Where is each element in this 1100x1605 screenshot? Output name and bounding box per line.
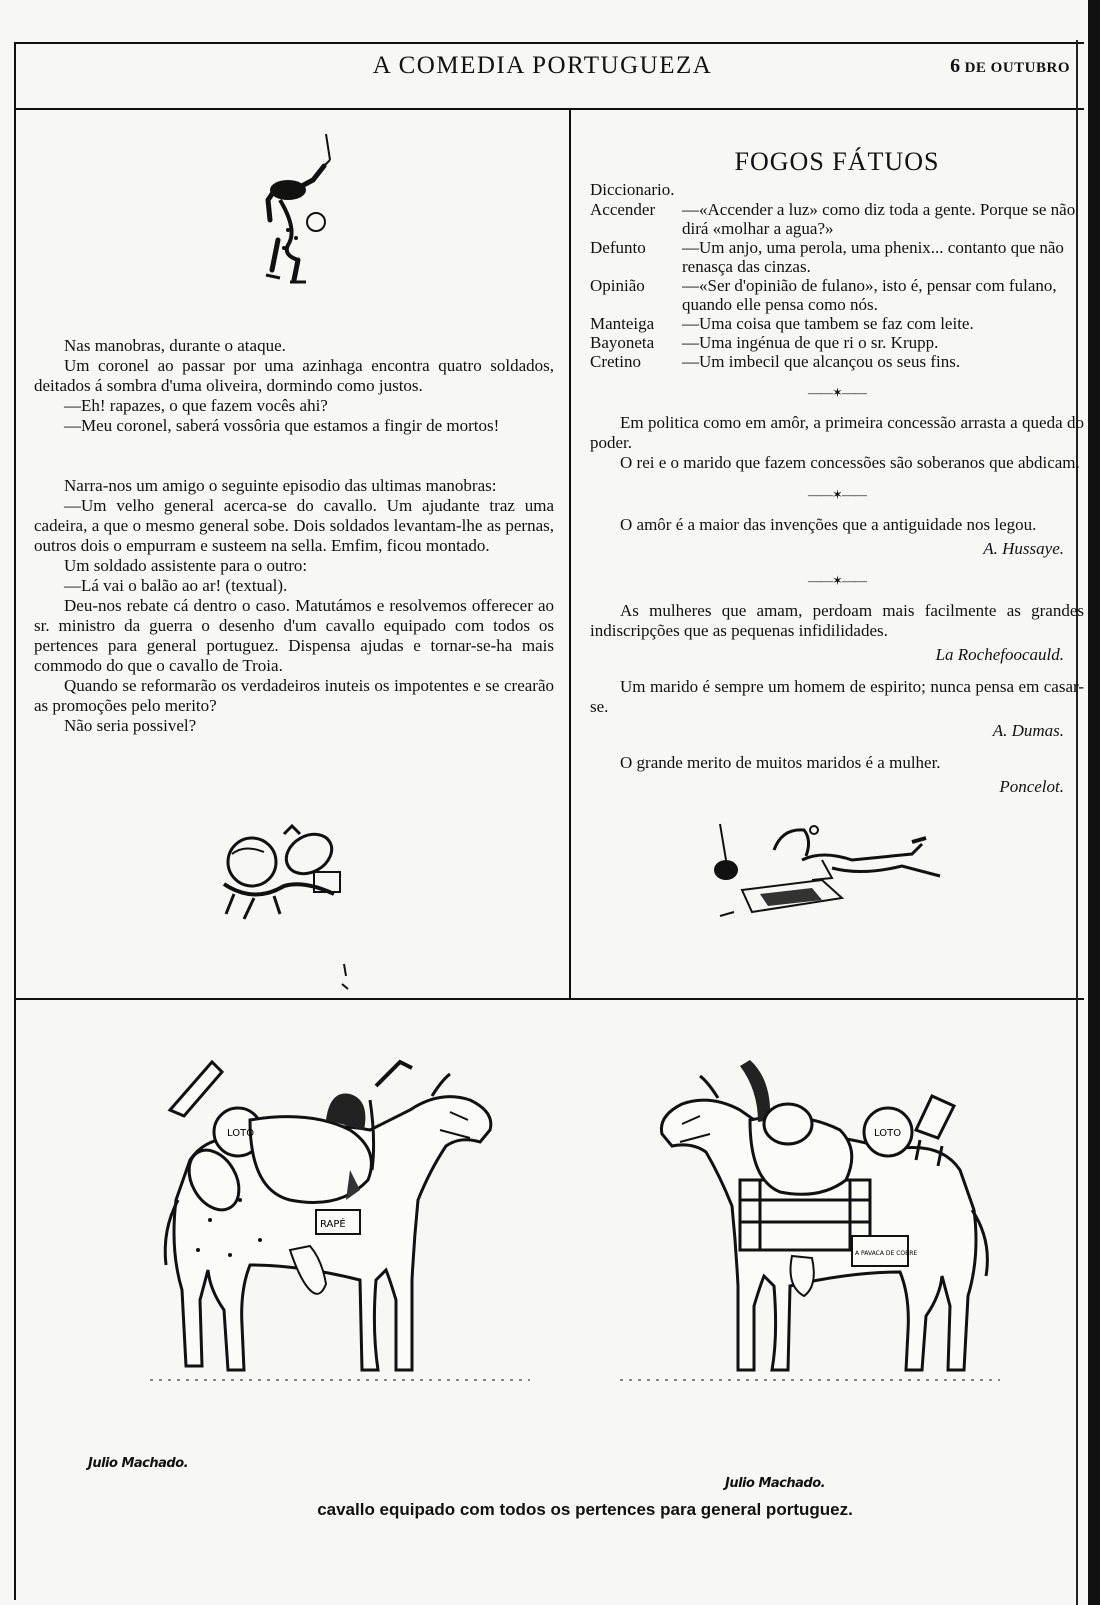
paragraph: Quando se reformarão os verdadeiros inuteis os impotentes e se crearão as promoções pelo merito? [34, 676, 554, 715]
page-edge-shadow [1088, 0, 1100, 1605]
writer-illustration [712, 820, 952, 920]
issue-day: 6 [950, 55, 961, 77]
separator: ——✶—— [808, 487, 866, 502]
separator: ——✶—— [808, 573, 866, 588]
dictionary-heading: Diccionario. [590, 180, 675, 199]
maxim: O amôr é a maior das invenções que a antiguidade nos legou. [620, 515, 1037, 534]
masthead-title: A COMEDIA PORTUGUEZA [372, 52, 713, 79]
still-life-illustration [214, 824, 364, 994]
illustration-caption: cavallo equipado com todos os pertences para general portuguez. [317, 1500, 853, 1519]
dict-definition: —«Accender a luz» como diz toda a gente. Porque se não dirá «molhar a agua?» [682, 200, 1076, 238]
issue-month: DE OUTUBRO [964, 60, 1070, 76]
paragraph: Um coronel ao passar por uma azinhaga encontra quatro soldados, deitados á sombra d'uma oliveira, dormindo como justos. [34, 356, 554, 395]
horse-illustration-right [620, 1050, 1000, 1390]
dict-definition: —Uma ingénua de que ri o sr. Krupp. [682, 333, 939, 352]
loto-label: LOTO [227, 1128, 255, 1139]
paragraph: Não seria possivel? [64, 716, 197, 735]
maxim: O grande merito de muitos maridos é a mulher. [620, 753, 941, 772]
dict-word: Accender [590, 200, 656, 219]
dict-definition: —Um imbecil que alcançou os seus fins. [682, 352, 961, 371]
column-divider [569, 108, 571, 998]
maxim-author: A. Hussaye. [983, 539, 1064, 558]
dict-definition: —Um anjo, uma perola, uma phenix... contanto que não renasça das cinzas. [682, 238, 1064, 276]
header-rule [14, 108, 1084, 110]
separator: ——✶—— [808, 385, 866, 400]
dict-word: Manteiga [590, 314, 655, 333]
dict-definition: —«Ser d'opinião de fulano», isto é, pensar com fulano, quando elle pensa como nós. [682, 276, 1057, 314]
paragraph: Narra-nos um amigo o seguinte episodio das ultimas manobras: [64, 476, 497, 495]
section-title: FOGOS FÁTUOS [734, 147, 940, 176]
horse-illustration-left [150, 1050, 530, 1390]
maxim-author: La Rochefoocauld. [935, 645, 1064, 664]
loto-label: LOTO [874, 1128, 902, 1139]
paragraph: Nas manobras, durante o ataque. [64, 336, 286, 355]
paragraph: Deu-nos rebate cá dentro o caso. Matutámos e resolvemos offerecer ao sr. ministro da guerra o desenho d'um cavallo equipado com todos os pertences para general portuguez. Dispensa ajudas e tornar-se-ha mais commodo do que o cavallo de Troia. [34, 596, 554, 675]
artist-signature-right: Julio Machado. [725, 1476, 826, 1491]
dict-word: Bayoneta [590, 333, 655, 352]
right-column [590, 147, 1084, 797]
maxim: O rei e o marido que fazem concessões são soberanos que abdicam. [620, 453, 1080, 472]
paragraph: —Meu coronel, saberá vossôria que estamos a fingir de mortos! [64, 416, 500, 435]
pavaca-label: A PAVACA DE COBRE [855, 1250, 918, 1257]
maxim-author: Poncelot. [999, 777, 1064, 796]
artist-signature-left: Julio Machado. [88, 1456, 189, 1471]
acrobat-illustration [258, 130, 348, 290]
maxim: Em politica como em amôr, a primeira concessão arrasta a queda do poder. [590, 413, 1084, 452]
paragraph: Um soldado assistente para o outro: [64, 556, 308, 575]
paragraph: —Eh! rapazes, o que fazem vocês ahi? [64, 396, 328, 415]
dictionary-list [590, 200, 1084, 371]
maxim: As mulheres que amam, perdoam mais facilmente as grandes indiscripções que as pequenas infidilidades. [590, 601, 1084, 640]
maxim-author: A. Dumas. [992, 721, 1064, 740]
paragraph: —Lá vai o balão ao ar! (textual). [64, 576, 288, 595]
dict-word: Opinião [590, 276, 645, 295]
rape-label: RAPÉ [320, 1219, 346, 1230]
maxim: Um marido é sempre um homem de espirito; nunca pensa em casar-se. [590, 677, 1084, 716]
illustration-rule [14, 998, 1084, 1000]
left-column [34, 336, 554, 736]
dict-word: Cretino [590, 352, 641, 371]
paragraph: —Um velho general acerca-se do cavallo. Um ajudante traz uma cadeira, a que o mesmo general sobe. Dois soldados levantam-lhe as pernas, outros dois o empurram e susteem na sella. Emfim, ficou montado. [34, 496, 554, 555]
issue-date [950, 55, 1070, 78]
dict-word: Defunto [590, 238, 646, 257]
dict-definition: —Uma coisa que tambem se faz com leite. [682, 314, 974, 333]
